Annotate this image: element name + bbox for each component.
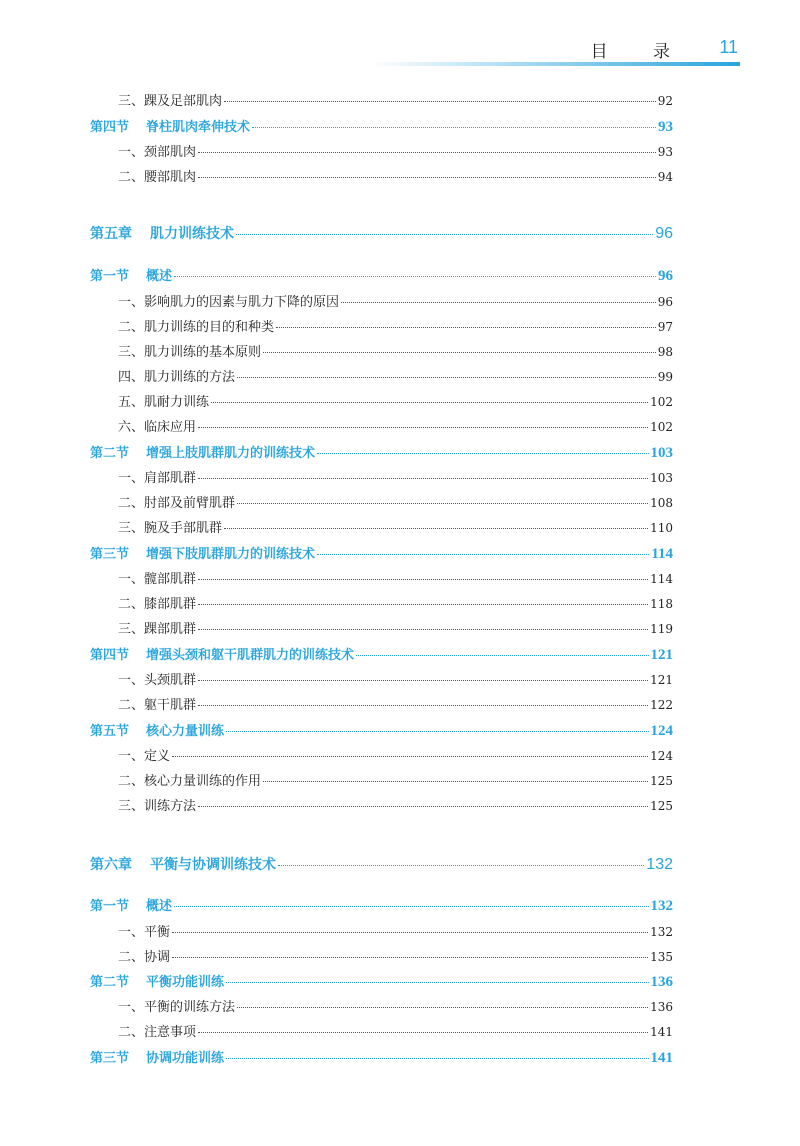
dot-leader [226, 1058, 648, 1059]
dot-leader [237, 1007, 648, 1008]
toc-section-label [90, 895, 172, 914]
dot-leader [198, 1032, 648, 1033]
toc-section [90, 720, 673, 740]
toc-chapter-label [90, 854, 276, 874]
toc-section [90, 543, 673, 563]
toc-item-label: 一、平衡 [118, 925, 171, 940]
toc-section-label [90, 543, 315, 562]
dot-leader [252, 127, 656, 128]
dot-leader [198, 604, 648, 605]
toc-item [118, 90, 673, 109]
toc-section [90, 442, 673, 462]
dot-leader [317, 554, 649, 555]
toc-item-label: 三、腕及手部肌群 [118, 521, 223, 536]
toc-item [118, 391, 673, 410]
toc-item-label: 二、腰部肌肉 [118, 170, 197, 185]
dot-leader [341, 302, 656, 303]
dot-leader [198, 427, 648, 428]
dot-leader [263, 352, 656, 353]
toc-page-number: 93 [658, 119, 673, 135]
toc-page-number: 141 [650, 1025, 673, 1039]
toc-item [118, 618, 673, 637]
toc-chapter-number: 第五章 [90, 226, 132, 242]
toc-item [118, 316, 673, 335]
toc-chapter-title: 平衡与协调训练技术 [150, 857, 276, 873]
toc-section-label [90, 971, 224, 990]
toc-page-number: 141 [650, 1050, 673, 1066]
dot-leader [263, 781, 648, 782]
toc-item-label: 四、肌力训练的方法 [118, 370, 236, 385]
toc-page-number: 136 [650, 1000, 673, 1014]
toc-section-label [90, 116, 250, 135]
toc-chapter [90, 223, 673, 243]
toc-item-label: 三、踝及足部肌肉 [118, 94, 223, 109]
dot-leader [276, 327, 656, 328]
toc-item [118, 745, 673, 764]
toc-page-number: 122 [650, 698, 673, 712]
toc-page-number: 97 [657, 320, 673, 334]
toc-item [118, 291, 673, 310]
toc-item-label: 一、平衡的训练方法 [118, 1000, 236, 1015]
dot-leader [224, 528, 648, 529]
toc-page-number: 124 [650, 749, 673, 763]
toc-section-label [90, 442, 315, 461]
toc-item-label: 三、踝部肌群 [118, 622, 197, 637]
toc-page-number: 110 [650, 521, 673, 535]
toc-page-number: 132 [646, 856, 673, 873]
toc-item [118, 416, 673, 435]
dot-leader [356, 655, 648, 656]
toc-section-label [90, 265, 172, 284]
toc-page-number: 136 [650, 974, 673, 990]
toc-section [90, 895, 673, 915]
toc-section [90, 116, 673, 136]
toc-section-number: 第三节 [90, 1051, 130, 1066]
toc-page-number: 108 [650, 496, 673, 510]
toc-item-label: 二、核心力量训练的作用 [118, 774, 262, 789]
toc-section-number: 第五节 [90, 724, 130, 739]
dot-leader [236, 234, 653, 235]
toc-item [118, 921, 673, 940]
dot-leader [226, 982, 648, 983]
dot-leader [198, 177, 656, 178]
toc-page-number: 102 [650, 395, 673, 409]
toc-item-label: 一、定义 [118, 749, 171, 764]
toc-page-number: 96 [655, 225, 673, 242]
toc-section-title: 增强头颈和躯干肌群肌力的训练技术 [146, 648, 355, 663]
toc-item [118, 1021, 673, 1040]
toc-item-label: 一、颈部肌肉 [118, 145, 197, 160]
dot-leader [198, 478, 648, 479]
toc-item-label: 一、髋部肌群 [118, 572, 197, 587]
toc-section-label [90, 720, 224, 739]
toc-page-number: 132 [650, 925, 673, 939]
toc-page-number: 93 [657, 145, 673, 159]
toc-chapter-title: 肌力训练技术 [150, 226, 234, 242]
toc-page-number: 96 [657, 295, 673, 309]
toc-page-number: 92 [657, 94, 673, 108]
toc-item-label: 二、躯干肌群 [118, 698, 197, 713]
toc-item [118, 517, 673, 536]
toc-page-number: 121 [650, 647, 673, 663]
toc-page-number: 96 [658, 268, 673, 284]
toc-section-title: 增强下肢肌群肌力的训练技术 [146, 547, 316, 562]
toc-page-number: 98 [657, 345, 673, 359]
dot-leader [211, 402, 648, 403]
toc-item-label: 六、临床应用 [118, 420, 197, 435]
toc-section-number: 第二节 [90, 446, 130, 461]
toc-section-title: 概述 [146, 899, 173, 914]
toc-item-label: 一、肩部肌群 [118, 471, 197, 486]
dot-leader [226, 731, 648, 732]
dot-leader [317, 453, 648, 454]
dot-leader [224, 101, 656, 102]
dot-leader [172, 957, 648, 958]
toc-section-label [90, 644, 354, 663]
toc-item [118, 593, 673, 612]
dot-leader [198, 579, 648, 580]
toc-item [118, 770, 673, 789]
dot-leader [172, 932, 648, 933]
toc-page-number: 103 [650, 445, 673, 461]
toc-item [118, 669, 673, 688]
toc-chapter-number: 第六章 [90, 857, 132, 873]
toc-section-title: 协调功能训练 [146, 1051, 225, 1066]
dot-leader [198, 705, 648, 706]
toc-section-number: 第四节 [90, 120, 130, 135]
toc-section [90, 265, 673, 285]
toc-section-label [90, 1047, 224, 1066]
toc-item-label: 二、注意事项 [118, 1025, 197, 1040]
toc-page-number: 102 [650, 420, 673, 434]
toc-page-number: 114 [651, 546, 673, 562]
toc-chapter-label [90, 223, 234, 243]
toc-page-number: 121 [650, 673, 673, 687]
dot-leader [174, 906, 648, 907]
toc-section-number: 第四节 [90, 648, 130, 663]
toc-section-number: 第二节 [90, 975, 130, 990]
dot-leader [237, 377, 656, 378]
toc-item-label: 二、肘部及前臂肌群 [118, 496, 236, 511]
toc-item [118, 341, 673, 360]
toc-item-label: 三、训练方法 [118, 799, 197, 814]
toc-section-title: 增强上肢肌群肌力的训练技术 [146, 446, 316, 461]
toc-item-label: 一、头颈肌群 [118, 673, 197, 688]
dot-leader [198, 152, 656, 153]
toc-page-number: 125 [650, 774, 673, 788]
toc-item [118, 492, 673, 511]
toc-item [118, 946, 673, 965]
toc-item-label: 三、肌力训练的基本原则 [118, 345, 262, 360]
toc-section [90, 1047, 673, 1067]
toc-item [118, 694, 673, 713]
toc-section [90, 644, 673, 664]
toc-item [118, 166, 673, 185]
page-number: 11 [719, 37, 738, 57]
toc-item-label: 二、协调 [118, 950, 171, 965]
toc-section-number: 第一节 [90, 899, 130, 914]
toc-page-number: 94 [657, 170, 673, 184]
toc-page-number: 132 [650, 898, 673, 914]
dot-leader [198, 806, 648, 807]
dot-leader [237, 503, 648, 504]
toc-item-label: 一、影响肌力的因素与肌力下降的原因 [118, 295, 340, 310]
running-title: 目 录 [590, 42, 690, 62]
dot-leader [198, 629, 648, 630]
toc-section-title: 概述 [146, 269, 173, 284]
toc-item [118, 366, 673, 385]
toc-chapter [90, 854, 673, 874]
toc-page-number: 99 [657, 370, 673, 384]
toc-item-label: 五、肌耐力训练 [118, 395, 210, 410]
dot-leader [278, 865, 644, 866]
toc-page-number: 124 [650, 723, 673, 739]
toc-item-label: 二、肌力训练的目的和种类 [118, 320, 275, 335]
dot-leader [172, 756, 648, 757]
toc-page-number: 114 [650, 572, 673, 586]
toc-item [118, 996, 673, 1015]
toc-item [118, 141, 673, 160]
toc-section-title: 核心力量训练 [146, 724, 225, 739]
dot-leader [198, 680, 648, 681]
toc-item [118, 795, 673, 814]
toc-section-number: 第一节 [90, 269, 130, 284]
toc-section-title: 脊柱肌肉牵伸技术 [146, 120, 251, 135]
toc-page-number: 125 [650, 799, 673, 813]
toc-item-label: 二、膝部肌群 [118, 597, 197, 612]
toc-page-number: 118 [650, 597, 673, 611]
toc-item [118, 467, 673, 486]
toc-page-number: 119 [650, 622, 673, 636]
toc-section-title: 平衡功能训练 [146, 975, 225, 990]
dot-leader [174, 276, 656, 277]
toc-item [118, 568, 673, 587]
toc-page-number: 135 [650, 950, 673, 964]
toc-section-number: 第三节 [90, 547, 130, 562]
toc-page-number: 103 [650, 471, 673, 485]
toc-section [90, 971, 673, 991]
